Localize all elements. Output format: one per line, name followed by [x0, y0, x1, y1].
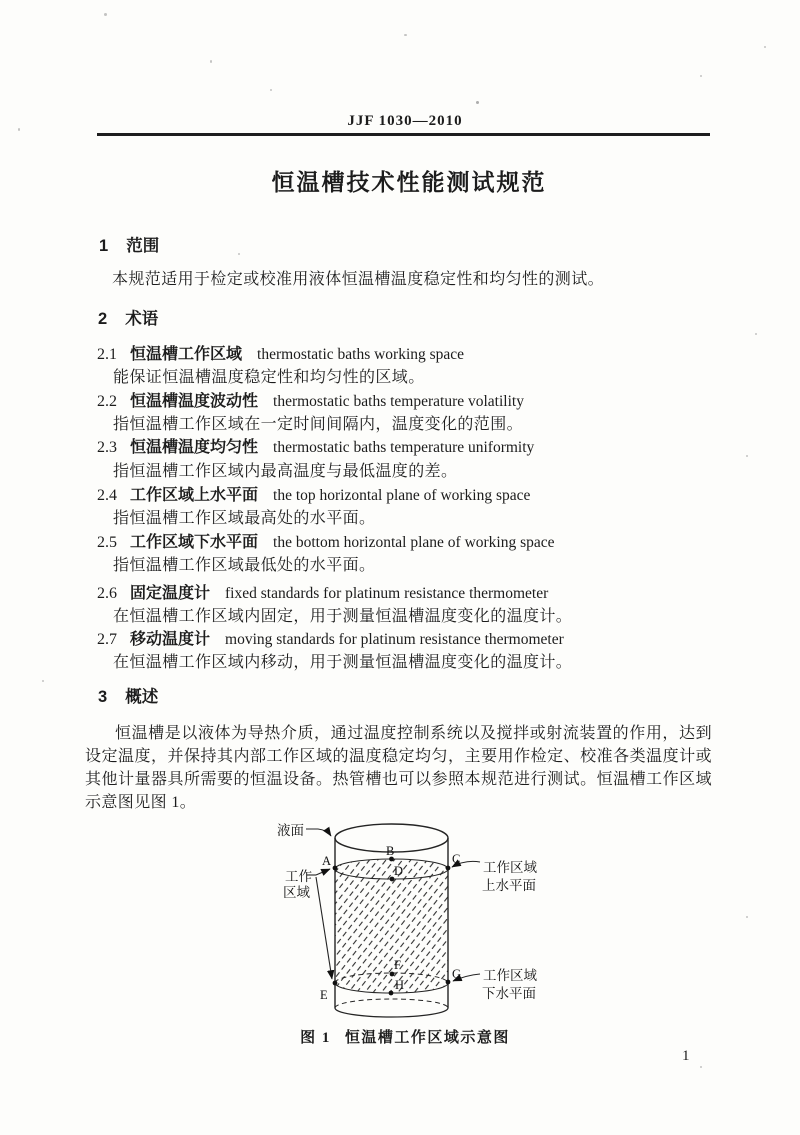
term-number: 2.2: [97, 393, 117, 410]
term-en: moving standards for platinum resistance thermometer: [225, 631, 564, 648]
term-en: thermostatic baths temperature uniformity: [273, 439, 535, 456]
term-2-6-definition: 在恒温槽工作区域内固定，用于测量恒温槽温度变化的温度计。: [113, 608, 573, 625]
section-2-title: 术语: [125, 310, 159, 328]
term-2-1-definition: 能保证恒温槽温度稳定性和均匀性的区域。: [113, 369, 425, 386]
page-number: 1: [682, 1048, 690, 1064]
term-2-3-line: [97, 438, 534, 458]
term-zh: 工作区域下水平面: [130, 534, 259, 551]
scan-speckle: [764, 46, 766, 48]
scan-speckle: [42, 680, 44, 682]
term-zh: 固定温度计: [130, 585, 211, 602]
point-h-label: H: [395, 978, 405, 992]
working-area-label-line2: 区域: [283, 885, 310, 900]
term-en: the bottom horizontal plane of working space: [273, 534, 555, 551]
point-a-label: A: [322, 854, 332, 868]
point-c-label: C: [452, 852, 461, 866]
point-a-dot: [333, 866, 338, 871]
figure-caption-label: 图 1: [300, 1030, 331, 1046]
section-1-number: 1: [99, 237, 109, 255]
term-en: the top horizontal plane of working space: [273, 487, 531, 504]
point-c-dot: [446, 866, 451, 871]
term-zh: 工作区域上水平面: [130, 487, 259, 504]
scan-speckle: [210, 60, 212, 63]
term-number: 2.6: [97, 585, 117, 602]
point-e-dot: [333, 981, 338, 986]
scan-speckle: [746, 455, 748, 457]
term-2-4-definition: 指恒温槽工作区域最高处的水平面。: [113, 510, 376, 527]
point-e-label: E: [320, 988, 328, 1002]
scan-speckle: [270, 89, 272, 91]
scan-speckle: [700, 75, 702, 77]
section-3-number: 3: [98, 688, 108, 706]
document-title: 恒温槽技术性能测试规范: [271, 169, 547, 195]
figure-caption: [250, 1029, 560, 1048]
section-3-heading: [98, 687, 158, 708]
working-area-leader-top: [316, 869, 330, 875]
term-number: 2.7: [97, 631, 117, 648]
section-3-title: 概述: [125, 688, 159, 706]
scan-speckle: [700, 1066, 702, 1068]
section-3-line-1: 恒温槽是以液体为导热介质，通过温度控制系统以及搅拌或射流装置的作用，达到: [115, 725, 712, 742]
term-2-2-definition: 指恒温槽工作区域在一定时间间隔内，温度变化的范围。: [113, 416, 524, 433]
term-2-2-line: [97, 392, 524, 412]
term-number: 2.3: [97, 439, 117, 456]
bottom-plane-label-line1: 工作区域: [483, 968, 537, 983]
working-area-leader-bottom: [316, 877, 332, 979]
section-3-line-2: 设定温度，并保持其内部工作区域的温度稳定均匀，主要用作检定、校准各类温度计或: [85, 748, 712, 765]
header-rule: [97, 133, 710, 136]
thermostatic-bath-diagram: [250, 818, 560, 1028]
term-number: 2.4: [97, 487, 117, 504]
term-number: 2.1: [97, 346, 117, 363]
term-zh: 恒温槽温度波动性: [130, 393, 259, 410]
term-2-3-definition: 指恒温槽工作区域内最高温度与最低温度的差。: [113, 463, 458, 480]
term-en: thermostatic baths working space: [257, 346, 465, 363]
cylinder-bottom-back-arc: [335, 999, 448, 1008]
term-2-7-definition: 在恒温槽工作区域内移动，用于测量恒温槽温度变化的温度计。: [113, 654, 573, 671]
term-zh: 移动温度计: [130, 631, 211, 648]
term-en: fixed standards for platinum resistance thermometer: [225, 585, 549, 602]
term-zh: 恒温槽工作区域: [130, 346, 243, 363]
point-b-label: B: [386, 844, 395, 858]
header-standard-code: JJF 1030—2010: [347, 113, 463, 129]
term-number: 2.5: [97, 534, 117, 551]
liquid-surface-leader: [306, 829, 331, 836]
term-en: thermostatic baths temperature volatility: [273, 393, 524, 410]
point-f-dot: [390, 972, 395, 977]
term-2-5-line: [97, 533, 555, 553]
scan-speckle: [476, 101, 479, 104]
term-2-1-line: [97, 345, 464, 365]
term-zh: 恒温槽温度均匀性: [130, 439, 259, 456]
term-2-4-line: [97, 486, 530, 506]
working-area-label-line1: 工作: [285, 869, 312, 884]
section-2-number: 2: [98, 310, 108, 328]
scan-speckle: [104, 13, 107, 16]
section-1-title: 范围: [126, 237, 160, 255]
term-2-6-line: [97, 584, 548, 604]
bottom-plane-label-line2: 下水平面: [482, 986, 536, 1001]
point-g-dot: [446, 980, 451, 985]
term-2-7-line: [97, 630, 564, 650]
point-h-dot: [389, 991, 394, 996]
cylinder-bottom-front-arc: [335, 1008, 448, 1017]
section-3-line-3: 其他计量器具所需要的恒温设备。热管槽也可以参照本规范进行测试。恒温槽工作区域: [85, 771, 712, 788]
liquid-surface-label: 液面: [277, 823, 304, 838]
term-2-5-definition: 指恒温槽工作区域最低处的水平面。: [113, 557, 376, 574]
point-d-label: D: [394, 864, 404, 878]
section-2-heading: [98, 309, 158, 330]
scan-speckle: [755, 333, 757, 335]
section-1-heading: [99, 236, 159, 257]
figure-caption-text: 恒温槽工作区域示意图: [344, 1030, 510, 1046]
top-plane-label-line1: 工作区域: [483, 860, 537, 875]
figure-1: [250, 818, 560, 1028]
scan-speckle: [238, 253, 240, 255]
section-1-paragraph: 本规范适用于检定或校准用液体恒温槽温度稳定性和均匀性的测试。: [112, 271, 605, 288]
point-g-label: G: [452, 967, 462, 981]
top-plane-label-line2: 上水平面: [482, 878, 536, 893]
point-f-label: F: [394, 958, 401, 972]
scan-speckle: [746, 916, 748, 918]
scan-speckle: [404, 34, 407, 36]
section-3-line-4: 示意图见图 1。: [85, 794, 197, 811]
